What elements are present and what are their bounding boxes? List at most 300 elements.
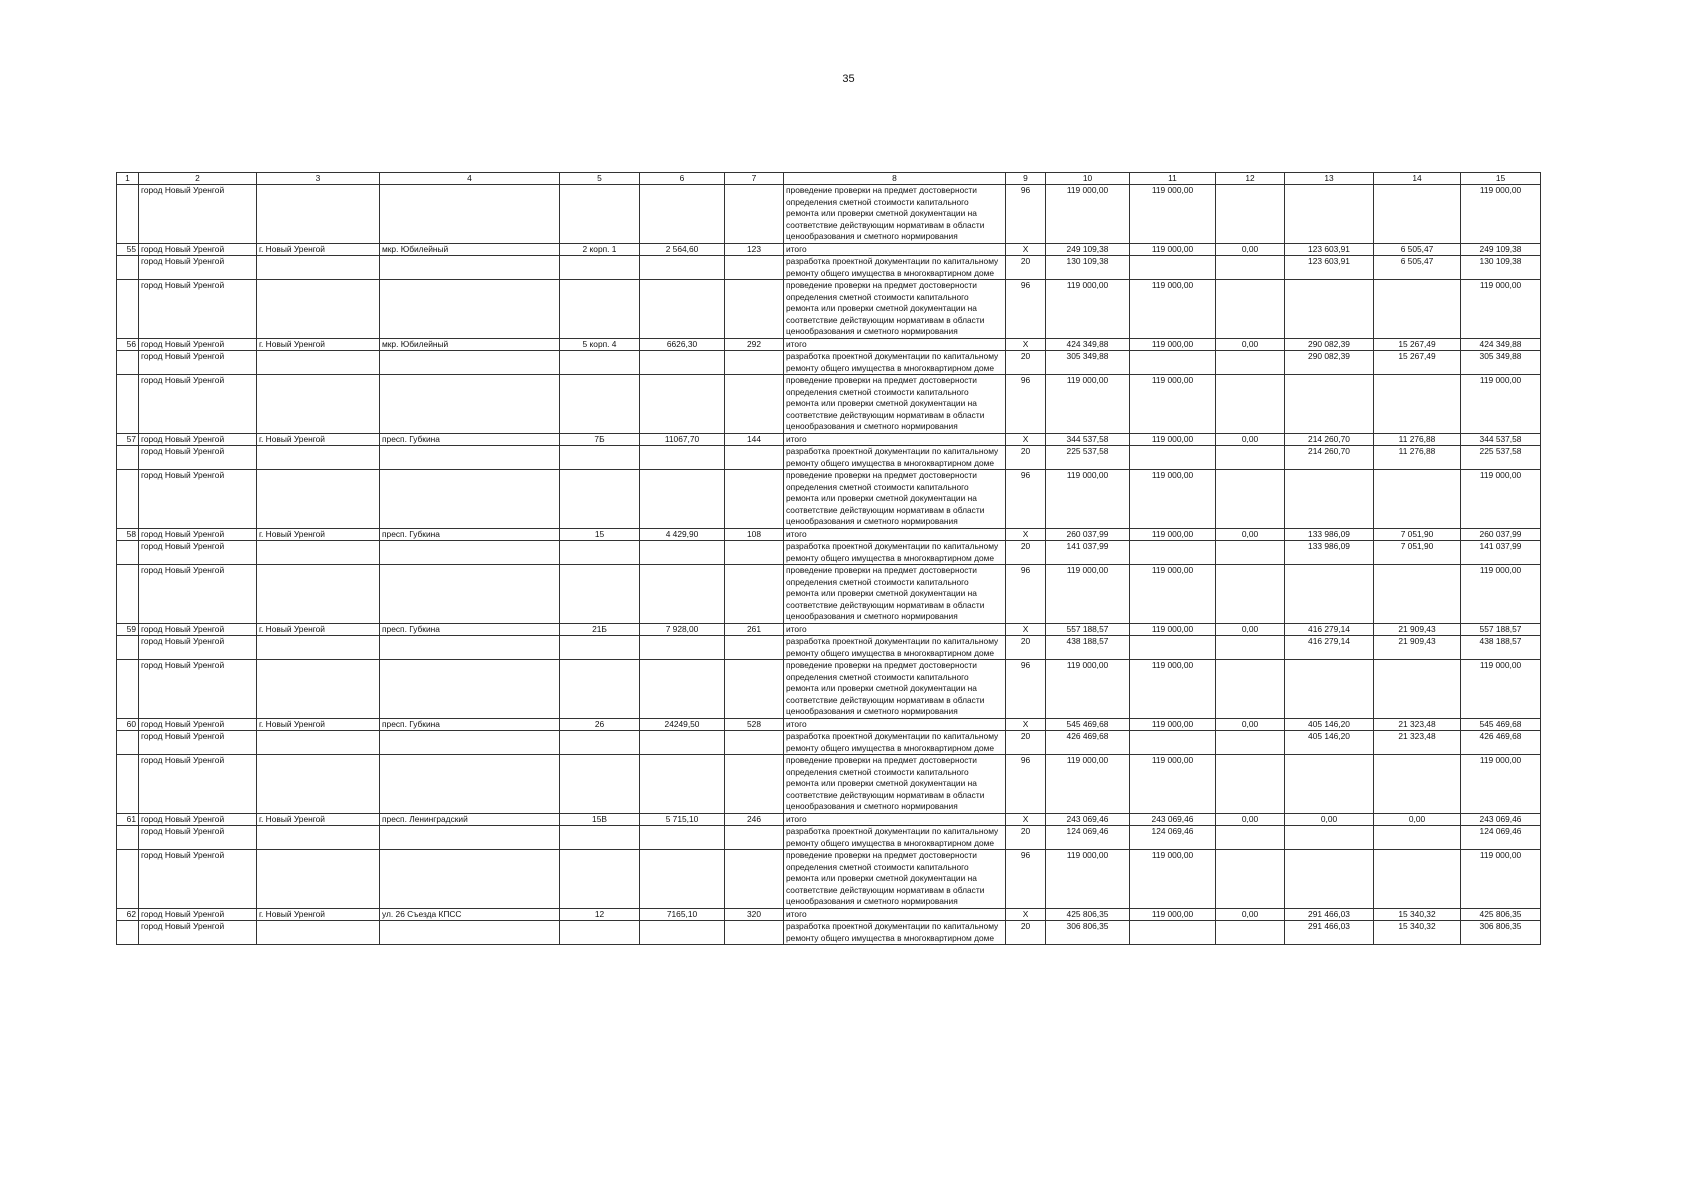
cell-cost-total: 545 469,68 bbox=[1461, 718, 1541, 731]
cell-work-code: 20 bbox=[1006, 826, 1046, 850]
cell-cost-budget bbox=[1216, 256, 1285, 280]
cell-area: 24249,50 bbox=[640, 718, 725, 731]
cell-residents bbox=[725, 565, 784, 624]
table-row bbox=[117, 731, 1541, 755]
cell-cost-fund: 119 000,00 bbox=[1130, 528, 1216, 541]
cell-work-code: 96 bbox=[1006, 470, 1046, 529]
cell-residents bbox=[725, 446, 784, 470]
cell-house-number bbox=[560, 280, 640, 339]
cell-total-cost: 424 349,88 bbox=[1046, 338, 1130, 351]
cell-settlement bbox=[257, 850, 380, 909]
cell-municipality: город Новый Уренгой bbox=[139, 528, 257, 541]
cell-municipality: город Новый Уренгой bbox=[139, 755, 257, 814]
cell-total-cost: 438 188,57 bbox=[1046, 636, 1130, 660]
cell-row-number bbox=[117, 826, 139, 850]
table-row bbox=[117, 185, 1541, 244]
cell-cost-total: 119 000,00 bbox=[1461, 185, 1541, 244]
cell-residents bbox=[725, 541, 784, 565]
cell-cost-regional bbox=[1285, 375, 1374, 434]
cell-settlement bbox=[257, 446, 380, 470]
cell-settlement: г. Новый Уренгой bbox=[257, 243, 380, 256]
cell-street bbox=[380, 280, 560, 339]
cell-cost-regional: 123 603,91 bbox=[1285, 243, 1374, 256]
cell-cost-regional: 405 146,20 bbox=[1285, 731, 1374, 755]
column-header-11: 11 bbox=[1130, 173, 1216, 185]
cell-cost-total: 141 037,99 bbox=[1461, 541, 1541, 565]
cell-street bbox=[380, 470, 560, 529]
cell-cost-local bbox=[1374, 660, 1461, 719]
cell-municipality: город Новый Уренгой bbox=[139, 718, 257, 731]
cell-cost-regional: 214 260,70 bbox=[1285, 433, 1374, 446]
cell-cost-local: 21 323,48 bbox=[1374, 731, 1461, 755]
cell-row-number bbox=[117, 565, 139, 624]
cell-work-type: разработка проектной документации по капитальному ремонту общего имущества в многоквартирном доме bbox=[784, 921, 1006, 945]
cell-house-number bbox=[560, 826, 640, 850]
cell-total-cost: 305 349,88 bbox=[1046, 351, 1130, 375]
cell-row-number: 62 bbox=[117, 908, 139, 921]
cell-settlement: г. Новый Уренгой bbox=[257, 433, 380, 446]
cell-total-cost: 249 109,38 bbox=[1046, 243, 1130, 256]
cell-cost-budget bbox=[1216, 185, 1285, 244]
table-row bbox=[117, 243, 1541, 256]
cell-row-number bbox=[117, 256, 139, 280]
cell-cost-fund: 119 000,00 bbox=[1130, 850, 1216, 909]
cell-municipality: город Новый Уренгой bbox=[139, 660, 257, 719]
cell-work-type: итого bbox=[784, 623, 1006, 636]
cell-house-number: 7Б bbox=[560, 433, 640, 446]
cell-cost-local: 21 909,43 bbox=[1374, 623, 1461, 636]
cell-cost-fund: 119 000,00 bbox=[1130, 185, 1216, 244]
cell-cost-regional: 416 279,14 bbox=[1285, 623, 1374, 636]
cell-row-number: 58 bbox=[117, 528, 139, 541]
cell-settlement bbox=[257, 470, 380, 529]
cell-work-code: 20 bbox=[1006, 731, 1046, 755]
cell-work-code: 96 bbox=[1006, 660, 1046, 719]
cell-row-number bbox=[117, 470, 139, 529]
cell-residents: 123 bbox=[725, 243, 784, 256]
cell-work-type: разработка проектной документации по капитальному ремонту общего имущества в многоквартирном доме bbox=[784, 731, 1006, 755]
cell-area bbox=[640, 351, 725, 375]
column-header-14: 14 bbox=[1374, 173, 1461, 185]
cell-work-code: 20 bbox=[1006, 541, 1046, 565]
table-row bbox=[117, 528, 1541, 541]
column-header-5: 5 bbox=[560, 173, 640, 185]
cell-total-cost: 557 188,57 bbox=[1046, 623, 1130, 636]
cell-cost-budget: 0,00 bbox=[1216, 718, 1285, 731]
cell-house-number bbox=[560, 731, 640, 755]
cell-cost-local: 21 323,48 bbox=[1374, 718, 1461, 731]
cell-residents bbox=[725, 256, 784, 280]
table-row bbox=[117, 256, 1541, 280]
cell-work-type: разработка проектной документации по капитальному ремонту общего имущества в многоквартирном доме bbox=[784, 541, 1006, 565]
cell-cost-total: 124 069,46 bbox=[1461, 826, 1541, 850]
cell-cost-local bbox=[1374, 850, 1461, 909]
cell-cost-total: 119 000,00 bbox=[1461, 375, 1541, 434]
cell-residents: 108 bbox=[725, 528, 784, 541]
cell-cost-fund bbox=[1130, 731, 1216, 755]
cell-house-number bbox=[560, 256, 640, 280]
cell-row-number bbox=[117, 755, 139, 814]
cell-work-code: Х bbox=[1006, 528, 1046, 541]
cell-cost-total: 225 537,58 bbox=[1461, 446, 1541, 470]
cell-house-number bbox=[560, 921, 640, 945]
cell-cost-fund: 119 000,00 bbox=[1130, 433, 1216, 446]
cell-cost-regional bbox=[1285, 470, 1374, 529]
cell-row-number bbox=[117, 850, 139, 909]
cell-cost-regional bbox=[1285, 280, 1374, 339]
cell-cost-local: 15 340,32 bbox=[1374, 921, 1461, 945]
capital-repair-table bbox=[116, 172, 1541, 945]
cell-settlement bbox=[257, 755, 380, 814]
cell-cost-budget: 0,00 bbox=[1216, 528, 1285, 541]
cell-cost-fund: 119 000,00 bbox=[1130, 375, 1216, 434]
cell-house-number bbox=[560, 660, 640, 719]
cell-total-cost: 119 000,00 bbox=[1046, 375, 1130, 434]
cell-residents bbox=[725, 280, 784, 339]
cell-settlement bbox=[257, 826, 380, 850]
cell-municipality: город Новый Уренгой bbox=[139, 636, 257, 660]
cell-area bbox=[640, 185, 725, 244]
cell-total-cost: 141 037,99 bbox=[1046, 541, 1130, 565]
table-row bbox=[117, 375, 1541, 434]
cell-cost-fund bbox=[1130, 446, 1216, 470]
cell-cost-fund: 119 000,00 bbox=[1130, 338, 1216, 351]
cell-settlement bbox=[257, 185, 380, 244]
cell-cost-regional bbox=[1285, 826, 1374, 850]
cell-house-number: 15 bbox=[560, 528, 640, 541]
cell-cost-fund: 119 000,00 bbox=[1130, 470, 1216, 529]
cell-total-cost: 243 069,46 bbox=[1046, 813, 1130, 826]
cell-cost-local: 0,00 bbox=[1374, 813, 1461, 826]
cell-cost-local: 15 340,32 bbox=[1374, 908, 1461, 921]
cell-cost-regional: 133 986,09 bbox=[1285, 528, 1374, 541]
cell-area: 5 715,10 bbox=[640, 813, 725, 826]
cell-cost-local: 11 276,88 bbox=[1374, 433, 1461, 446]
cell-municipality: город Новый Уренгой bbox=[139, 256, 257, 280]
cell-cost-fund: 124 069,46 bbox=[1130, 826, 1216, 850]
cell-work-type: итого bbox=[784, 243, 1006, 256]
cell-area: 11067,70 bbox=[640, 433, 725, 446]
cell-work-code: 96 bbox=[1006, 850, 1046, 909]
cell-work-type: проведение проверки на предмет достоверности определения сметной стоимости капитального ремонта или проверки сметной документации на соответствие действующим нормативам в области ценообразования и сметного нормирования bbox=[784, 755, 1006, 814]
cell-total-cost: 306 806,35 bbox=[1046, 921, 1130, 945]
cell-residents: 292 bbox=[725, 338, 784, 351]
cell-cost-total: 260 037,99 bbox=[1461, 528, 1541, 541]
column-header-8: 8 bbox=[784, 173, 1006, 185]
cell-residents: 144 bbox=[725, 433, 784, 446]
cell-settlement: г. Новый Уренгой bbox=[257, 338, 380, 351]
cell-house-number bbox=[560, 850, 640, 909]
cell-cost-budget bbox=[1216, 755, 1285, 814]
cell-total-cost: 119 000,00 bbox=[1046, 185, 1130, 244]
cell-municipality: город Новый Уренгой bbox=[139, 813, 257, 826]
cell-cost-budget: 0,00 bbox=[1216, 243, 1285, 256]
table-row bbox=[117, 351, 1541, 375]
cell-area bbox=[640, 850, 725, 909]
cell-settlement bbox=[257, 660, 380, 719]
cell-work-type: проведение проверки на предмет достоверности определения сметной стоимости капитального ремонта или проверки сметной документации на соответствие действующим нормативам в области ценообразования и сметного нормирования bbox=[784, 565, 1006, 624]
cell-settlement bbox=[257, 351, 380, 375]
cell-work-code: Х bbox=[1006, 718, 1046, 731]
column-header-15: 15 bbox=[1461, 173, 1541, 185]
cell-settlement: г. Новый Уренгой bbox=[257, 813, 380, 826]
cell-total-cost: 119 000,00 bbox=[1046, 565, 1130, 624]
cell-total-cost: 426 469,68 bbox=[1046, 731, 1130, 755]
column-header-2: 2 bbox=[139, 173, 257, 185]
cell-row-number bbox=[117, 660, 139, 719]
cell-street bbox=[380, 446, 560, 470]
cell-row-number bbox=[117, 541, 139, 565]
cell-work-code: 20 bbox=[1006, 921, 1046, 945]
cell-settlement bbox=[257, 541, 380, 565]
cell-area bbox=[640, 636, 725, 660]
column-header-4: 4 bbox=[380, 173, 560, 185]
cell-cost-total: 344 537,58 bbox=[1461, 433, 1541, 446]
cell-settlement bbox=[257, 375, 380, 434]
table-row bbox=[117, 280, 1541, 339]
column-header-3: 3 bbox=[257, 173, 380, 185]
cell-street: пресп. Губкина bbox=[380, 528, 560, 541]
table-row bbox=[117, 565, 1541, 624]
cell-street bbox=[380, 565, 560, 624]
cell-cost-fund: 119 000,00 bbox=[1130, 280, 1216, 339]
table-header-row bbox=[117, 173, 1541, 185]
column-header-13: 13 bbox=[1285, 173, 1374, 185]
cell-work-code: Х bbox=[1006, 813, 1046, 826]
cell-work-type: проведение проверки на предмет достоверности определения сметной стоимости капитального ремонта или проверки сметной документации на соответствие действующим нормативам в области ценообразования и сметного нормирования bbox=[784, 470, 1006, 529]
cell-row-number bbox=[117, 280, 139, 339]
cell-residents: 528 bbox=[725, 718, 784, 731]
table-row bbox=[117, 433, 1541, 446]
cell-row-number bbox=[117, 375, 139, 434]
cell-municipality: город Новый Уренгой bbox=[139, 850, 257, 909]
cell-municipality: город Новый Уренгой bbox=[139, 446, 257, 470]
cell-total-cost: 119 000,00 bbox=[1046, 280, 1130, 339]
cell-row-number: 59 bbox=[117, 623, 139, 636]
cell-cost-fund: 119 000,00 bbox=[1130, 908, 1216, 921]
cell-area: 7 928,00 bbox=[640, 623, 725, 636]
table-row bbox=[117, 660, 1541, 719]
cell-residents bbox=[725, 636, 784, 660]
cell-municipality: город Новый Уренгой bbox=[139, 826, 257, 850]
cell-residents bbox=[725, 375, 784, 434]
cell-row-number bbox=[117, 921, 139, 945]
table-row bbox=[117, 718, 1541, 731]
cell-cost-budget bbox=[1216, 731, 1285, 755]
cell-cost-budget bbox=[1216, 446, 1285, 470]
cell-cost-budget: 0,00 bbox=[1216, 338, 1285, 351]
cell-cost-total: 426 469,68 bbox=[1461, 731, 1541, 755]
cell-residents bbox=[725, 185, 784, 244]
cell-street bbox=[380, 351, 560, 375]
cell-work-type: итого bbox=[784, 338, 1006, 351]
cell-street: пресп. Губкина bbox=[380, 433, 560, 446]
cell-cost-fund bbox=[1130, 351, 1216, 375]
cell-work-type: итого bbox=[784, 528, 1006, 541]
cell-cost-total: 243 069,46 bbox=[1461, 813, 1541, 826]
cell-cost-budget bbox=[1216, 280, 1285, 339]
cell-work-code: 20 bbox=[1006, 446, 1046, 470]
cell-area: 2 564,60 bbox=[640, 243, 725, 256]
cell-work-code: 20 bbox=[1006, 351, 1046, 375]
cell-street bbox=[380, 731, 560, 755]
cell-area bbox=[640, 280, 725, 339]
cell-street: мкр. Юбилейный bbox=[380, 243, 560, 256]
cell-house-number bbox=[560, 446, 640, 470]
cell-cost-regional: 416 279,14 bbox=[1285, 636, 1374, 660]
cell-work-type: проведение проверки на предмет достоверности определения сметной стоимости капитального ремонта или проверки сметной документации на соответствие действующим нормативам в области ценообразования и сметного нормирования bbox=[784, 660, 1006, 719]
cell-total-cost: 119 000,00 bbox=[1046, 660, 1130, 719]
cell-cost-local: 21 909,43 bbox=[1374, 636, 1461, 660]
cell-work-type: проведение проверки на предмет достоверности определения сметной стоимости капитального ремонта или проверки сметной документации на соответствие действующим нормативам в области ценообразования и сметного нормирования bbox=[784, 375, 1006, 434]
cell-house-number bbox=[560, 375, 640, 434]
cell-settlement bbox=[257, 731, 380, 755]
cell-cost-budget: 0,00 bbox=[1216, 813, 1285, 826]
cell-cost-budget: 0,00 bbox=[1216, 433, 1285, 446]
cell-row-number bbox=[117, 731, 139, 755]
cell-street bbox=[380, 921, 560, 945]
cell-house-number: 5 корп. 4 bbox=[560, 338, 640, 351]
cell-house-number bbox=[560, 565, 640, 624]
cell-row-number: 61 bbox=[117, 813, 139, 826]
cell-settlement: г. Новый Уренгой bbox=[257, 623, 380, 636]
cell-cost-fund: 119 000,00 bbox=[1130, 243, 1216, 256]
cell-total-cost: 124 069,46 bbox=[1046, 826, 1130, 850]
cell-street bbox=[380, 375, 560, 434]
cell-cost-budget bbox=[1216, 660, 1285, 719]
cell-area: 4 429,90 bbox=[640, 528, 725, 541]
table-row bbox=[117, 813, 1541, 826]
cell-work-code: Х bbox=[1006, 623, 1046, 636]
cell-total-cost: 119 000,00 bbox=[1046, 755, 1130, 814]
cell-cost-total: 119 000,00 bbox=[1461, 470, 1541, 529]
cell-settlement: г. Новый Уренгой bbox=[257, 718, 380, 731]
cell-cost-local: 7 051,90 bbox=[1374, 528, 1461, 541]
cell-cost-total: 119 000,00 bbox=[1461, 850, 1541, 909]
cell-street bbox=[380, 850, 560, 909]
cell-municipality: город Новый Уренгой bbox=[139, 243, 257, 256]
cell-area bbox=[640, 921, 725, 945]
cell-residents: 246 bbox=[725, 813, 784, 826]
cell-cost-local: 6 505,47 bbox=[1374, 243, 1461, 256]
cell-cost-budget: 0,00 bbox=[1216, 623, 1285, 636]
column-header-1: 1 bbox=[117, 173, 139, 185]
cell-cost-budget bbox=[1216, 565, 1285, 624]
cell-cost-budget: 0,00 bbox=[1216, 908, 1285, 921]
cell-work-code: 96 bbox=[1006, 185, 1046, 244]
cell-cost-total: 438 188,57 bbox=[1461, 636, 1541, 660]
cell-work-type: разработка проектной документации по капитальному ремонту общего имущества в многоквартирном доме bbox=[784, 351, 1006, 375]
cell-street: мкр. Юбилейный bbox=[380, 338, 560, 351]
column-header-12: 12 bbox=[1216, 173, 1285, 185]
cell-cost-fund: 243 069,46 bbox=[1130, 813, 1216, 826]
cell-cost-regional: 133 986,09 bbox=[1285, 541, 1374, 565]
cell-work-type: проведение проверки на предмет достоверности определения сметной стоимости капитального ремонта или проверки сметной документации на соответствие действующим нормативам в области ценообразования и сметного нормирования bbox=[784, 185, 1006, 244]
cell-area bbox=[640, 660, 725, 719]
cell-house-number bbox=[560, 470, 640, 529]
cell-municipality: город Новый Уренгой bbox=[139, 908, 257, 921]
cell-work-code: Х bbox=[1006, 908, 1046, 921]
cell-residents bbox=[725, 826, 784, 850]
cell-cost-total: 306 806,35 bbox=[1461, 921, 1541, 945]
cell-cost-regional: 214 260,70 bbox=[1285, 446, 1374, 470]
cell-cost-fund: 119 000,00 bbox=[1130, 718, 1216, 731]
cell-row-number bbox=[117, 185, 139, 244]
cell-total-cost: 119 000,00 bbox=[1046, 850, 1130, 909]
cell-cost-fund: 119 000,00 bbox=[1130, 565, 1216, 624]
cell-house-number: 15В bbox=[560, 813, 640, 826]
cell-settlement bbox=[257, 921, 380, 945]
cell-total-cost: 545 469,68 bbox=[1046, 718, 1130, 731]
cell-area bbox=[640, 826, 725, 850]
cell-cost-budget bbox=[1216, 470, 1285, 529]
cell-cost-regional: 291 466,03 bbox=[1285, 921, 1374, 945]
cell-work-code: 20 bbox=[1006, 636, 1046, 660]
cell-cost-fund bbox=[1130, 256, 1216, 280]
cell-cost-local: 6 505,47 bbox=[1374, 256, 1461, 280]
cell-cost-total: 249 109,38 bbox=[1461, 243, 1541, 256]
cell-house-number: 21Б bbox=[560, 623, 640, 636]
column-header-6: 6 bbox=[640, 173, 725, 185]
cell-cost-local bbox=[1374, 375, 1461, 434]
cell-cost-budget bbox=[1216, 921, 1285, 945]
table-row bbox=[117, 541, 1541, 565]
cell-work-code: 96 bbox=[1006, 565, 1046, 624]
cell-cost-total: 119 000,00 bbox=[1461, 660, 1541, 719]
cell-work-type: разработка проектной документации по капитальному ремонту общего имущества в многоквартирном доме bbox=[784, 446, 1006, 470]
cell-cost-budget bbox=[1216, 636, 1285, 660]
table-row bbox=[117, 446, 1541, 470]
cell-house-number bbox=[560, 636, 640, 660]
cell-cost-fund: 119 000,00 bbox=[1130, 623, 1216, 636]
cell-cost-budget bbox=[1216, 541, 1285, 565]
cell-municipality: город Новый Уренгой bbox=[139, 541, 257, 565]
cell-cost-local: 7 051,90 bbox=[1374, 541, 1461, 565]
cell-settlement bbox=[257, 256, 380, 280]
cell-area bbox=[640, 446, 725, 470]
cell-street: пресп. Губкина bbox=[380, 718, 560, 731]
cell-municipality: город Новый Уренгой bbox=[139, 623, 257, 636]
cell-street bbox=[380, 660, 560, 719]
cell-house-number bbox=[560, 541, 640, 565]
cell-area bbox=[640, 565, 725, 624]
table-row bbox=[117, 826, 1541, 850]
cell-street bbox=[380, 755, 560, 814]
column-header-10: 10 bbox=[1046, 173, 1130, 185]
cell-cost-local bbox=[1374, 826, 1461, 850]
cell-cost-local bbox=[1374, 565, 1461, 624]
cell-row-number: 55 bbox=[117, 243, 139, 256]
cell-cost-local: 15 267,49 bbox=[1374, 351, 1461, 375]
table-row bbox=[117, 921, 1541, 945]
cell-cost-budget bbox=[1216, 375, 1285, 434]
cell-area: 6626,30 bbox=[640, 338, 725, 351]
cell-settlement bbox=[257, 636, 380, 660]
table-row bbox=[117, 636, 1541, 660]
cell-cost-total: 425 806,35 bbox=[1461, 908, 1541, 921]
cell-cost-total: 130 109,38 bbox=[1461, 256, 1541, 280]
cell-cost-total: 119 000,00 bbox=[1461, 755, 1541, 814]
cell-area: 7165,10 bbox=[640, 908, 725, 921]
cell-cost-fund bbox=[1130, 541, 1216, 565]
cell-area bbox=[640, 755, 725, 814]
cell-cost-regional: 290 082,39 bbox=[1285, 351, 1374, 375]
cell-settlement bbox=[257, 565, 380, 624]
cell-municipality: город Новый Уренгой bbox=[139, 375, 257, 434]
cell-total-cost: 119 000,00 bbox=[1046, 470, 1130, 529]
cell-municipality: город Новый Уренгой bbox=[139, 470, 257, 529]
cell-cost-local bbox=[1374, 185, 1461, 244]
